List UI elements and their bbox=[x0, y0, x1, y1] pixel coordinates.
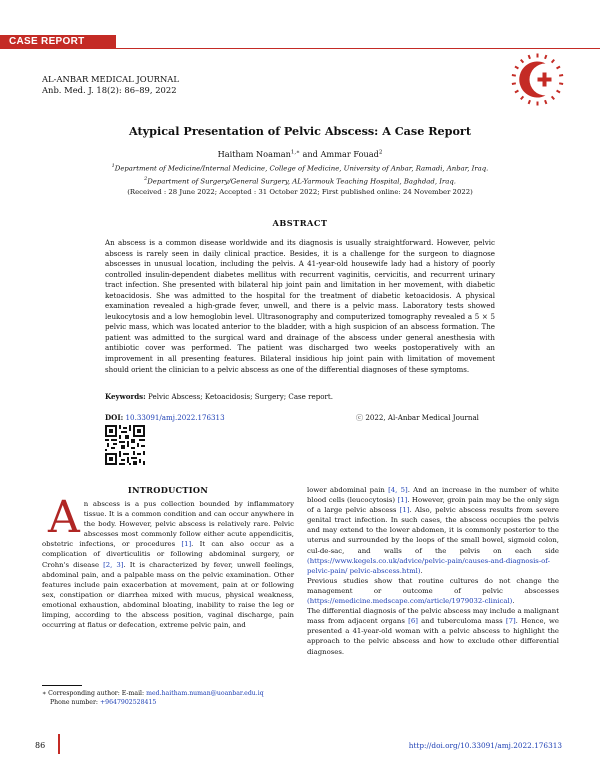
affiliation-sup: 2 bbox=[144, 175, 148, 182]
email-link[interactable]: med.haitham.numan@uoanbar.edu.iq bbox=[146, 690, 264, 697]
citation-link[interactable]: [4, 5] bbox=[388, 486, 408, 494]
affiliation-text: Department of Surgery/General Surgery, AL-Yarmouk Teaching Hospital, Baghdad, Iraq. bbox=[147, 177, 456, 186]
keywords bbox=[105, 392, 495, 401]
author-name: Haitham Noaman bbox=[217, 149, 291, 159]
doi-link[interactable]: 10.33091/amj.2022.176313 bbox=[125, 413, 225, 422]
journal-citation: Anb. Med. J. 18(2): 86–89, 2022 bbox=[42, 85, 177, 95]
copyright: ⓒ 2022, Al-Anbar Medical Journal bbox=[356, 413, 479, 422]
text-run: . However, groin pain may be the only sign of a large pelvic abscess bbox=[307, 496, 560, 515]
history-dates: (Received : 28 June 2022; Accepted : 31 October 2022; First published online: 24 November 2022) bbox=[127, 187, 473, 196]
footnote-label: Corresponding author: E-mail: bbox=[46, 690, 147, 697]
citation-link[interactable]: [1] bbox=[399, 506, 410, 515]
right-column bbox=[307, 485, 559, 657]
text-run: . It is characterized by fever, unwell feelings, abdominal pain, and a palpable mass on the pelvic examination. Other features include pain exacerbation at movement, pain at or following sex, constipation or diarrhea mixed with mucus, physical weakness, emotional exhaustion, abdominal bloating, inability to raise the leg or limping, according to the abscess position, vaginal discharge, pain occurring at flatus or defecation, extreme pelvic pain, and bbox=[42, 560, 294, 630]
footer-doi-link[interactable]: http://doi.org/10.33091/amj.2022.176313 bbox=[408, 741, 562, 750]
text-run: . bbox=[512, 597, 515, 606]
affiliations bbox=[0, 161, 600, 197]
footnote-rule bbox=[42, 685, 82, 686]
keywords-label: Keywords: bbox=[105, 392, 146, 401]
affiliation bbox=[0, 161, 600, 174]
external-link[interactable]: (https://emedicine.medscape.com/article/1979032-clinical) bbox=[307, 597, 513, 606]
qr-code[interactable] bbox=[105, 425, 145, 465]
body-paragraph bbox=[307, 485, 559, 576]
section-banner bbox=[0, 35, 116, 49]
footnote-email-line bbox=[42, 689, 264, 698]
keywords-text: Pelvic Abscess; Ketoacidosis; Surgery; Case report. bbox=[145, 392, 334, 401]
abstract-body: An abscess is a common disease worldwide and its diagnosis is usually straightforward. However, pelvic abscess is rarely seen in daily clinical practice. Besides, it is a challenge for the surgeon to diagnose abscesses in unusual location, including the pelvis. A 41-year-old housewife lady had a history of poorly controlled insulin-dependent diabetes mellitus with recurrent vaginitis, cervicitis, and recurrent urinary tract infection. She presented with bilateral hip joint pain and limitation in her movement, with diabetic ketoacidosis. She was admitted to the hospital for the treatment of diabetic ketoacidosis. A physical examination revealed a high-grade fever, unwell, and there is a pelvic mass. Laboratory tests showed leukocytosis and a low hemoglobin level. Ultrasonography and computerized tomography revealed a 5 × 5 pelvic mass, which was located anterior to the bladder, with a high suspicion of an abscess formation. The patient was admitted to the surgical ward and drainage of the abscess under general anesthesia with antibiotic cover was performed. The patient was discharged two weeks postoperatively with an improvement in all presenting features. Bilateral insidious hip joint pain with limitation of movement should orient the clinician to a pelvic abscess as one of the differential diagnoses of these symptoms. bbox=[105, 238, 495, 374]
left-column bbox=[42, 485, 294, 630]
author-conjunction: and bbox=[299, 149, 321, 159]
footnote-marker: ∗ bbox=[42, 690, 47, 697]
text-run: . It can also occur as a complication of diverticulitis or following abdominal surgery, or Crohn's disease bbox=[42, 540, 295, 569]
journal-logo bbox=[510, 52, 565, 107]
text-run: and tuberculoma mass bbox=[417, 617, 506, 626]
section-heading: INTRODUCTION bbox=[127, 485, 209, 495]
affiliation-text: Department of Medicine/Internal Medicine, College of Medicine, University of Anbar, Ramadi, Anbar, Iraq. bbox=[114, 164, 489, 173]
banner-label: CASE REPORT bbox=[9, 36, 85, 47]
text-run: . Also, pelvic abscess results from severe genital tract infection. In such cases, the abscess occupies the pelvis and may extend to the lower abdomen, it is commonly posterior to the uterus and surrounded by the loops of the small bowel, sigmoid colon, cul-de-sac, and walls of the pelvis on each side bbox=[307, 506, 559, 555]
citation-link[interactable]: [1] bbox=[181, 540, 192, 549]
banner-rule bbox=[0, 48, 600, 49]
text-run: lower abdominal pain bbox=[307, 486, 389, 494]
abstract-heading: ABSTRACT bbox=[272, 218, 328, 228]
citation-link[interactable]: [1] bbox=[397, 496, 408, 505]
text-run: . bbox=[420, 566, 423, 575]
citation-link[interactable]: [7] bbox=[505, 617, 516, 626]
text-run: . And an increase in the number of white blood cells (leucocytosis) bbox=[307, 486, 560, 505]
affiliation bbox=[0, 174, 600, 187]
doi-line bbox=[105, 413, 225, 422]
citation-link[interactable]: [2, 3] bbox=[103, 560, 124, 569]
doi-label: DOI: bbox=[105, 413, 124, 422]
paper-title: Atypical Presentation of Pelvic Abscess: A Case Report bbox=[129, 124, 471, 138]
page-number: 86 bbox=[35, 741, 46, 750]
author-name: Ammar Fouad bbox=[320, 149, 379, 159]
external-link[interactable]: (https://www.kegels.co.uk/advice/pelvic-pain/causes-and-diagnosis-of-pelvic-pain/ pelvic-abscess.html) bbox=[307, 556, 550, 575]
author-affil-sup: 2 bbox=[378, 149, 383, 156]
affiliation-sup: 1 bbox=[111, 163, 115, 169]
text-run: Previous studies show that routine cultures do not change the management or outcome of pelvic abscesses bbox=[307, 576, 559, 595]
text-run: The differential diagnosis of the pelvic abscess may include a malignant mass from adjacent organs bbox=[307, 607, 559, 626]
drop-cap: A bbox=[48, 492, 80, 543]
journal-name: AL-ANBAR MEDICAL JOURNAL bbox=[42, 74, 179, 84]
intro-paragraph bbox=[42, 492, 295, 630]
author-line bbox=[0, 149, 600, 159]
footnote bbox=[42, 689, 264, 707]
citation-link[interactable]: [6] bbox=[408, 617, 418, 626]
phone-link[interactable]: +9647902528415 bbox=[99, 699, 157, 706]
page-number-bar bbox=[58, 734, 60, 754]
body-paragraph bbox=[307, 606, 559, 656]
author-affil-sup: 1,∗ bbox=[290, 149, 300, 156]
phone-label: Phone number: bbox=[50, 699, 100, 706]
footnote-phone-line bbox=[42, 698, 264, 707]
journal-header bbox=[42, 74, 179, 96]
text-run: n abscess is a pus collection bounded by inflammatory tissue. It is a common condition and can occur anywhere in the body. However, pelvic abscess is relatively rare. Pelvic abscesses most commonly follow either acute appendicitis, obstetric infections, or procedures bbox=[42, 500, 294, 549]
text-run: . Hence, we presented a 41-year-old woman with a pelvic abscess to highlight the approach to the pelvic abscess and how to exclude other differential diagnoses. bbox=[307, 617, 559, 656]
body-paragraph bbox=[307, 576, 559, 606]
